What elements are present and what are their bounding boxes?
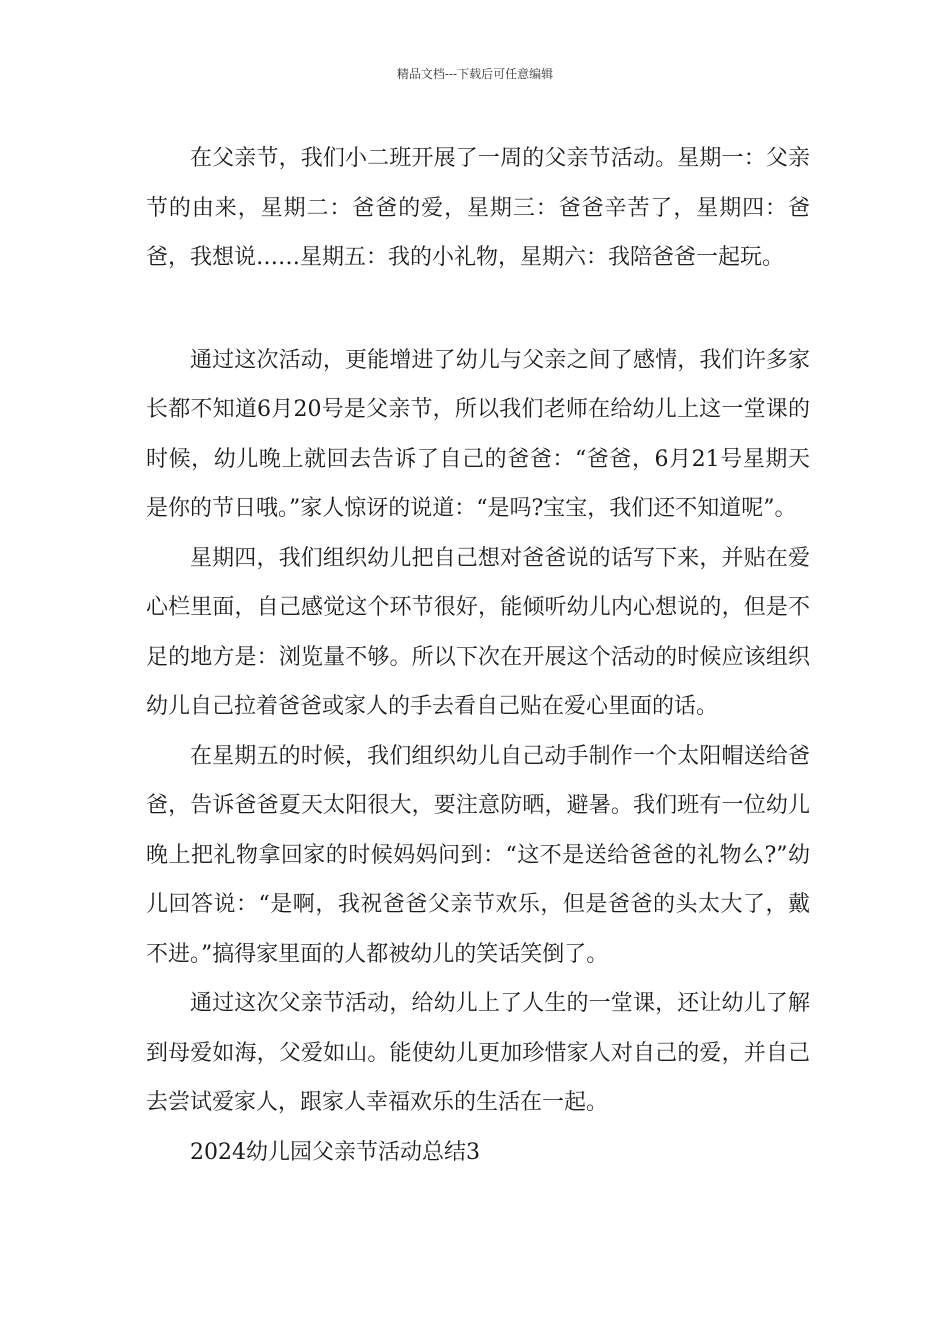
paragraph-1: 在父亲节，我们小二班开展了一周的父亲节活动。星期一：父亲节的由来，星期二：爸爸的爱，星期三：爸爸辛苦了，星期四：爸爸，我想说……星期五：我的小礼物，星期六：我陪爸爸一起玩。 [146, 146, 810, 270]
section-heading: 2024幼儿园父亲节活动总结3 [190, 1139, 480, 1165]
paragraph-3: 星期四，我们组织幼儿把自己想对爸爸说的话写下来，并贴在爱心栏里面，自己感觉这个环节很好，能倾听幼儿内心想说的，但是不足的地方是：浏览量不够。所以下次在开展这个活动的时候应该组织幼儿自己拉着爸爸或家人的手去看自己贴在爱心里面的话。 [146, 545, 810, 719]
paragraph-4: 在星期五的时候，我们组织幼儿自己动手制作一个太阳帽送给爸爸，告诉爸爸夏天太阳很大，要注意防晒，避暑。我们班有一位幼儿晚上把礼物拿回家的时候妈妈问到：“这不是送给爸爸的礼物么?”幼儿回答说：“是啊，我祝爸爸父亲节欢乐，但是爸爸的头太大了，戴不进。”搞得家里面的人都被幼儿的笑话笑倒了。 [146, 743, 810, 967]
paragraph-2: 通过这次活动，更能增进了幼儿与父亲之间了感情，我们许多家长都不知道6月20号是父亲节，所以我们老师在给幼儿上这一堂课的时候，幼儿晚上就回去告诉了自己的爸爸：“爸爸，6月21号星期天是你的节日哦。”家人惊讶的说道：“是吗?宝宝，我们还不知道呢”。 [146, 347, 810, 521]
paragraph-5: 通过这次父亲节活动，给幼儿上了人生的一堂课，还让幼儿了解到母爱如海，父爱如山。能使幼儿更加珍惜家人对自己的爱，并自己去尝试爱家人，跟家人幸福欢乐的生活在一起。 [146, 991, 810, 1115]
paragraph-gap [146, 283, 810, 336]
document-body [146, 134, 810, 1177]
page-header: 精品文档---下载后可任意编辑 [396, 67, 554, 81]
